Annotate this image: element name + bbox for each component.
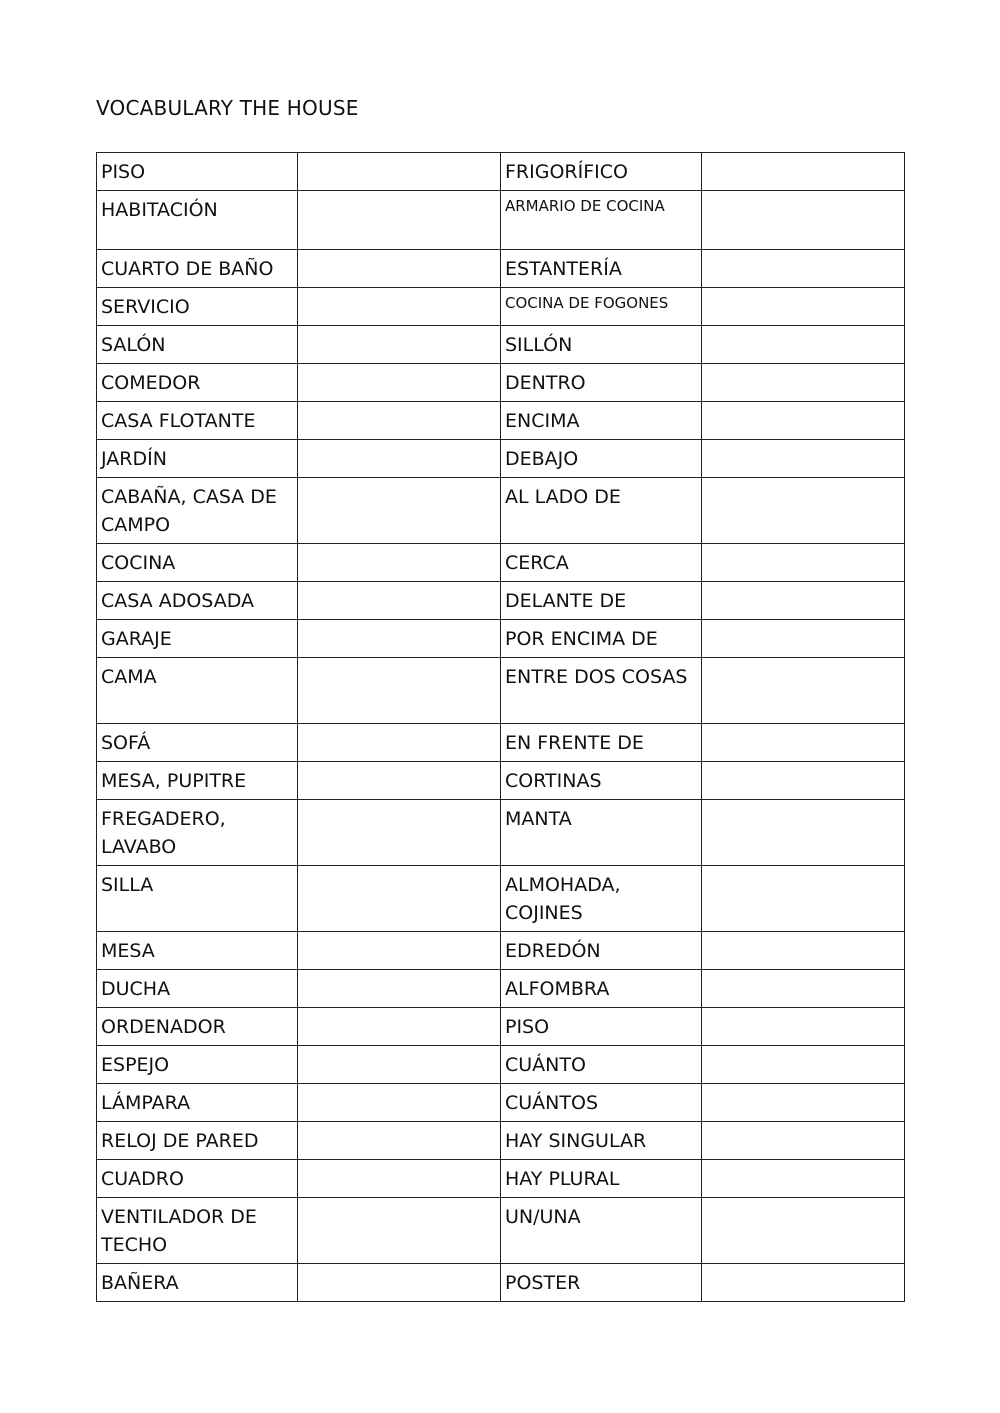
answer-cell[interactable]	[702, 1008, 905, 1046]
answer-cell[interactable]	[702, 620, 905, 658]
table-row	[97, 191, 905, 250]
spanish-word-cell: EN FRENTE DE	[501, 724, 702, 762]
spanish-word-cell: SOFÁ	[97, 724, 298, 762]
answer-cell[interactable]	[702, 544, 905, 582]
spanish-word-cell: COMEDOR	[97, 364, 298, 402]
answer-cell[interactable]	[702, 582, 905, 620]
spanish-word-cell: CERCA	[501, 544, 702, 582]
spanish-word-cell: SILLA	[97, 866, 298, 932]
answer-cell[interactable]	[298, 1084, 501, 1122]
answer-cell[interactable]	[702, 326, 905, 364]
spanish-word-cell: FREGADERO, LAVABO	[97, 800, 298, 866]
spanish-word-cell: UN/UNA	[501, 1198, 702, 1264]
table-row	[97, 800, 905, 866]
table-row	[97, 1160, 905, 1198]
spanish-word-cell: SERVICIO	[97, 288, 298, 326]
spanish-word-cell: ALMOHADA, COJINES	[501, 866, 702, 932]
spanish-word-cell: PISO	[97, 153, 298, 191]
table-row	[97, 658, 905, 724]
spanish-word-cell: ORDENADOR	[97, 1008, 298, 1046]
spanish-word-cell: HAY PLURAL	[501, 1160, 702, 1198]
table-row	[97, 866, 905, 932]
spanish-word-cell: DEBAJO	[501, 440, 702, 478]
answer-cell[interactable]	[298, 364, 501, 402]
answer-cell[interactable]	[702, 800, 905, 866]
answer-cell[interactable]	[702, 1264, 905, 1302]
answer-cell[interactable]	[298, 478, 501, 544]
spanish-word-cell: CORTINAS	[501, 762, 702, 800]
spanish-word-cell: RELOJ DE PARED	[97, 1122, 298, 1160]
spanish-word-cell: POSTER	[501, 1264, 702, 1302]
page-title: VOCABULARY THE HOUSE	[96, 96, 359, 120]
table-row	[97, 1198, 905, 1264]
answer-cell[interactable]	[702, 153, 905, 191]
spanish-word-cell: ENTRE DOS COSAS	[501, 658, 702, 724]
answer-cell[interactable]	[702, 1198, 905, 1264]
answer-cell[interactable]	[298, 1264, 501, 1302]
spanish-word-cell: COCINA DE FOGONES	[501, 288, 702, 326]
answer-cell[interactable]	[298, 620, 501, 658]
answer-cell[interactable]	[298, 153, 501, 191]
spanish-word-cell: ESPEJO	[97, 1046, 298, 1084]
answer-cell[interactable]	[702, 658, 905, 724]
spanish-word-cell: COCINA	[97, 544, 298, 582]
answer-cell[interactable]	[298, 724, 501, 762]
answer-cell[interactable]	[298, 440, 501, 478]
answer-cell[interactable]	[702, 288, 905, 326]
table-row	[97, 402, 905, 440]
answer-cell[interactable]	[298, 970, 501, 1008]
answer-cell[interactable]	[298, 1122, 501, 1160]
spanish-word-cell: EDREDÓN	[501, 932, 702, 970]
spanish-word-cell: SILLÓN	[501, 326, 702, 364]
answer-cell[interactable]	[298, 326, 501, 364]
answer-cell[interactable]	[702, 478, 905, 544]
answer-cell[interactable]	[702, 1046, 905, 1084]
table-row	[97, 364, 905, 402]
answer-cell[interactable]	[702, 970, 905, 1008]
answer-cell[interactable]	[702, 364, 905, 402]
answer-cell[interactable]	[298, 1198, 501, 1264]
answer-cell[interactable]	[298, 866, 501, 932]
spanish-word-cell: CUÁNTOS	[501, 1084, 702, 1122]
spanish-word-cell: POR ENCIMA DE	[501, 620, 702, 658]
answer-cell[interactable]	[702, 1122, 905, 1160]
table-row	[97, 582, 905, 620]
spanish-word-cell: ESTANTERÍA	[501, 250, 702, 288]
spanish-word-cell: FRIGORÍFICO	[501, 153, 702, 191]
table-row	[97, 153, 905, 191]
spanish-word-cell: DUCHA	[97, 970, 298, 1008]
spanish-word-cell: ALFOMBRA	[501, 970, 702, 1008]
table-row	[97, 762, 905, 800]
table-row	[97, 620, 905, 658]
spanish-word-cell: CUÁNTO	[501, 1046, 702, 1084]
answer-cell[interactable]	[298, 288, 501, 326]
table-row	[97, 250, 905, 288]
spanish-word-cell: VENTILADOR DE TECHO	[97, 1198, 298, 1264]
answer-cell[interactable]	[702, 762, 905, 800]
table-row	[97, 1264, 905, 1302]
answer-cell[interactable]	[702, 866, 905, 932]
answer-cell[interactable]	[298, 800, 501, 866]
answer-cell[interactable]	[702, 1084, 905, 1122]
table-row	[97, 932, 905, 970]
spanish-word-cell: SALÓN	[97, 326, 298, 364]
answer-cell[interactable]	[298, 1008, 501, 1046]
spanish-word-cell: ARMARIO DE COCINA	[501, 191, 702, 250]
spanish-word-cell: DENTRO	[501, 364, 702, 402]
spanish-word-cell: CABAÑA, CASA DE CAMPO	[97, 478, 298, 544]
spanish-word-cell: PISO	[501, 1008, 702, 1046]
spanish-word-cell: CAMA	[97, 658, 298, 724]
answer-cell[interactable]	[298, 544, 501, 582]
spanish-word-cell: MESA, PUPITRE	[97, 762, 298, 800]
table-row	[97, 544, 905, 582]
table-row	[97, 326, 905, 364]
spanish-word-cell: DELANTE DE	[501, 582, 702, 620]
vocabulary-table	[96, 152, 905, 1302]
spanish-word-cell: HABITACIÓN	[97, 191, 298, 250]
spanish-word-cell: MESA	[97, 932, 298, 970]
spanish-word-cell: LÁMPARA	[97, 1084, 298, 1122]
answer-cell[interactable]	[298, 191, 501, 250]
answer-cell[interactable]	[298, 932, 501, 970]
spanish-word-cell: CUARTO DE BAÑO	[97, 250, 298, 288]
spanish-word-cell: MANTA	[501, 800, 702, 866]
answer-cell[interactable]	[298, 658, 501, 724]
answer-cell[interactable]	[702, 440, 905, 478]
spanish-word-cell: CASA ADOSADA	[97, 582, 298, 620]
table-row	[97, 1084, 905, 1122]
answer-cell[interactable]	[298, 1160, 501, 1198]
answer-cell[interactable]	[702, 1160, 905, 1198]
spanish-word-cell: BAÑERA	[97, 1264, 298, 1302]
answer-cell[interactable]	[298, 402, 501, 440]
table-row	[97, 440, 905, 478]
answer-cell[interactable]	[702, 250, 905, 288]
spanish-word-cell: JARDÍN	[97, 440, 298, 478]
spanish-word-cell: HAY SINGULAR	[501, 1122, 702, 1160]
answer-cell[interactable]	[298, 762, 501, 800]
spanish-word-cell: CUADRO	[97, 1160, 298, 1198]
spanish-word-cell: AL LADO DE	[501, 478, 702, 544]
table-row	[97, 288, 905, 326]
spanish-word-cell: GARAJE	[97, 620, 298, 658]
table-row	[97, 1122, 905, 1160]
table-row	[97, 724, 905, 762]
table-row	[97, 1046, 905, 1084]
answer-cell[interactable]	[702, 402, 905, 440]
answer-cell[interactable]	[298, 250, 501, 288]
table-row	[97, 970, 905, 1008]
answer-cell[interactable]	[298, 1046, 501, 1084]
table-row	[97, 1008, 905, 1046]
spanish-word-cell: ENCIMA	[501, 402, 702, 440]
spanish-word-cell: CASA FLOTANTE	[97, 402, 298, 440]
table-row	[97, 478, 905, 544]
answer-cell[interactable]	[298, 582, 501, 620]
answer-cell[interactable]	[702, 191, 905, 250]
answer-cell[interactable]	[702, 932, 905, 970]
answer-cell[interactable]	[702, 724, 905, 762]
